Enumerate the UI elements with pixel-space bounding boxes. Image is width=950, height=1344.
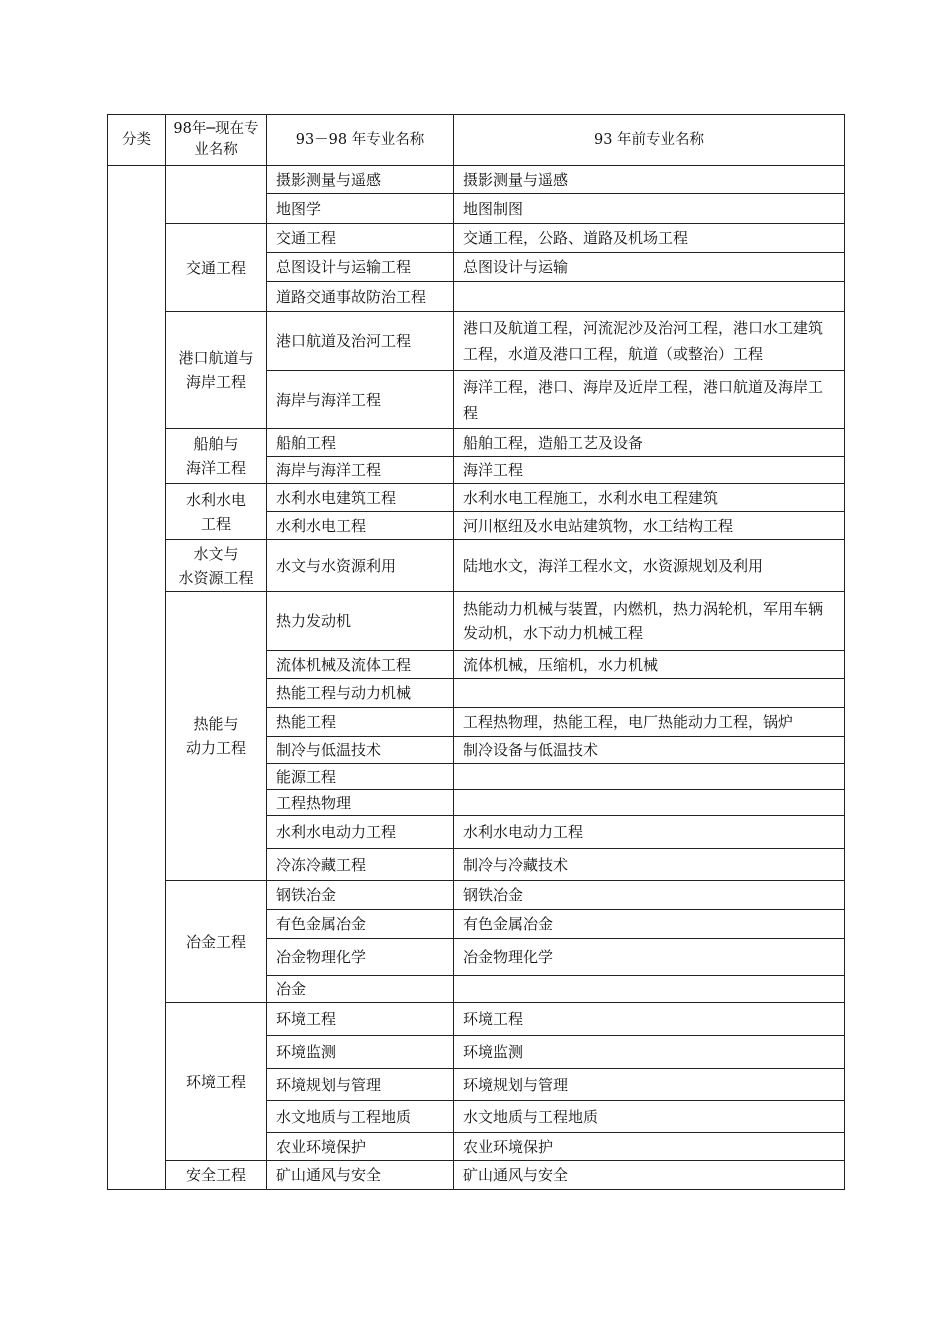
header-major-pre-93: 93 年前专业名称 xyxy=(454,115,845,166)
major-mapping-table xyxy=(107,114,845,1190)
table-row xyxy=(108,1003,845,1036)
major-93-98-cell: 能源工程 xyxy=(267,764,454,790)
category-line: 动力工程 xyxy=(185,739,246,757)
major-93-98-cell: 钢铁冶金 xyxy=(267,881,454,910)
major-93-98-cell: 摄影测量与遥感 xyxy=(267,166,454,194)
major-93-98-cell: 水利水电建筑工程 xyxy=(267,484,454,512)
table-row xyxy=(108,166,845,194)
major-93-98-cell: 环境监测 xyxy=(267,1036,454,1069)
major-93-98-cell: 工程热物理 xyxy=(267,790,454,816)
table-row xyxy=(108,429,845,457)
major-pre-93-cell: 海洋工程 xyxy=(454,457,845,484)
major-pre-93-cell xyxy=(454,790,845,816)
category-cell xyxy=(166,484,267,540)
category-line: 水利水电 xyxy=(185,490,246,509)
major-pre-93-cell: 海洋工程，港口、海岸及近岸工程，港口航道及海岸工程 xyxy=(454,371,845,429)
category-cell xyxy=(166,429,267,484)
outer-category-cell xyxy=(108,166,166,1190)
major-pre-93-cell: 制冷与冷藏技术 xyxy=(454,849,845,881)
table-row xyxy=(108,1161,845,1190)
major-pre-93-cell xyxy=(454,282,845,312)
major-pre-93-cell: 制冷设备与低温技术 xyxy=(454,737,845,764)
table-header-row xyxy=(108,115,845,166)
table-row xyxy=(108,881,845,910)
table-row xyxy=(108,484,845,512)
major-pre-93-cell: 流体机械，压缩机，水力机械 xyxy=(454,651,845,679)
category-line: 海岸工程 xyxy=(185,373,246,391)
category-line: 港口航道与 xyxy=(178,349,254,367)
major-pre-93-cell: 有色金属冶金 xyxy=(454,910,845,939)
category-cell xyxy=(166,166,267,224)
major-pre-93-cell: 水文地质与工程地质 xyxy=(454,1101,845,1133)
major-93-98-cell: 道路交通事故防治工程 xyxy=(267,282,454,312)
major-pre-93-cell: 环境工程 xyxy=(454,1003,845,1036)
category-cell xyxy=(166,540,267,592)
major-pre-93-cell: 环境规划与管理 xyxy=(454,1069,845,1101)
major-pre-93-cell: 农业环境保护 xyxy=(454,1133,845,1161)
major-93-98-cell: 地图学 xyxy=(267,194,454,224)
table-row xyxy=(108,540,845,592)
category-line: 水文与 xyxy=(193,544,239,563)
major-pre-93-cell: 河川枢纽及水电站建筑物，水工结构工程 xyxy=(454,512,845,540)
major-pre-93-cell xyxy=(454,679,845,708)
major-93-98-cell: 矿山通风与安全 xyxy=(267,1161,454,1190)
major-93-98-cell: 制冷与低温技术 xyxy=(267,737,454,764)
category-cell xyxy=(166,312,267,429)
major-93-98-cell: 环境规划与管理 xyxy=(267,1069,454,1101)
major-93-98-cell: 港口航道及治河工程 xyxy=(267,312,454,371)
major-pre-93-cell: 港口及航道工程，河流泥沙及治河工程，港口水工建筑工程，水道及港口工程，航道（或整治）工程 xyxy=(454,312,845,371)
major-pre-93-cell: 水利水电动力工程 xyxy=(454,816,845,849)
category-line: 工程 xyxy=(200,514,231,533)
major-93-98-cell: 水利水电动力工程 xyxy=(267,816,454,849)
major-pre-93-cell: 矿山通风与安全 xyxy=(454,1161,845,1190)
category-cell: 交通工程 xyxy=(166,224,267,312)
major-93-98-cell: 流体机械及流体工程 xyxy=(267,651,454,679)
header-major-93-98: 93－98 年专业名称 xyxy=(267,115,454,166)
major-pre-93-cell: 环境监测 xyxy=(454,1036,845,1069)
major-93-98-cell: 交通工程 xyxy=(267,224,454,253)
major-pre-93-cell: 船舶工程，造船工艺及设备 xyxy=(454,429,845,457)
major-93-98-cell: 水文地质与工程地质 xyxy=(267,1101,454,1133)
major-pre-93-cell: 总图设计与运输 xyxy=(454,253,845,282)
major-93-98-cell: 海岸与海洋工程 xyxy=(267,371,454,429)
category-line: 热能与 xyxy=(193,715,239,733)
major-pre-93-cell xyxy=(454,976,845,1003)
major-pre-93-cell: 热能动力机械与装置，内燃机，热力涡轮机，军用车辆发动机，水下动力机械工程 xyxy=(454,592,845,651)
header-category: 分类 xyxy=(108,115,166,166)
table-row xyxy=(108,224,845,253)
major-pre-93-cell: 钢铁冶金 xyxy=(454,881,845,910)
major-pre-93-cell: 摄影测量与遥感 xyxy=(454,166,845,194)
major-pre-93-cell: 陆地水文，海洋工程水文，水资源规划及利用 xyxy=(454,540,845,592)
major-93-98-cell: 总图设计与运输工程 xyxy=(267,253,454,282)
category-line: 船舶与 xyxy=(193,435,239,453)
major-pre-93-cell: 地图制图 xyxy=(454,194,845,224)
major-93-98-cell: 热力发动机 xyxy=(267,592,454,651)
header-major-98-now: 98年─现在专业名称 xyxy=(166,115,267,166)
major-93-98-cell: 水文与水资源利用 xyxy=(267,540,454,592)
category-cell: 安全工程 xyxy=(166,1161,267,1190)
major-pre-93-cell: 冶金物理化学 xyxy=(454,939,845,976)
major-pre-93-cell: 交通工程，公路、道路及机场工程 xyxy=(454,224,845,253)
major-93-98-cell: 有色金属冶金 xyxy=(267,910,454,939)
category-line: 海洋工程 xyxy=(185,459,246,477)
major-93-98-cell: 冷冻冷藏工程 xyxy=(267,849,454,881)
major-93-98-cell: 船舶工程 xyxy=(267,429,454,457)
major-93-98-cell: 水利水电工程 xyxy=(267,512,454,540)
table-row xyxy=(108,312,845,371)
major-93-98-cell: 冶金 xyxy=(267,976,454,1003)
major-93-98-cell: 冶金物理化学 xyxy=(267,939,454,976)
major-pre-93-cell: 工程热物理，热能工程，电厂热能动力工程，锅炉 xyxy=(454,708,845,737)
category-cell xyxy=(166,592,267,881)
major-93-98-cell: 热能工程 xyxy=(267,708,454,737)
category-line: 水资源工程 xyxy=(178,568,254,587)
major-93-98-cell: 农业环境保护 xyxy=(267,1133,454,1161)
major-93-98-cell: 海岸与海洋工程 xyxy=(267,457,454,484)
major-pre-93-cell: 水利水电工程施工，水利水电工程建筑 xyxy=(454,484,845,512)
major-93-98-cell: 环境工程 xyxy=(267,1003,454,1036)
category-cell: 环境工程 xyxy=(166,1003,267,1161)
table-row xyxy=(108,592,845,651)
category-cell: 冶金工程 xyxy=(166,881,267,1003)
major-93-98-cell: 热能工程与动力机械 xyxy=(267,679,454,708)
major-pre-93-cell xyxy=(454,764,845,790)
